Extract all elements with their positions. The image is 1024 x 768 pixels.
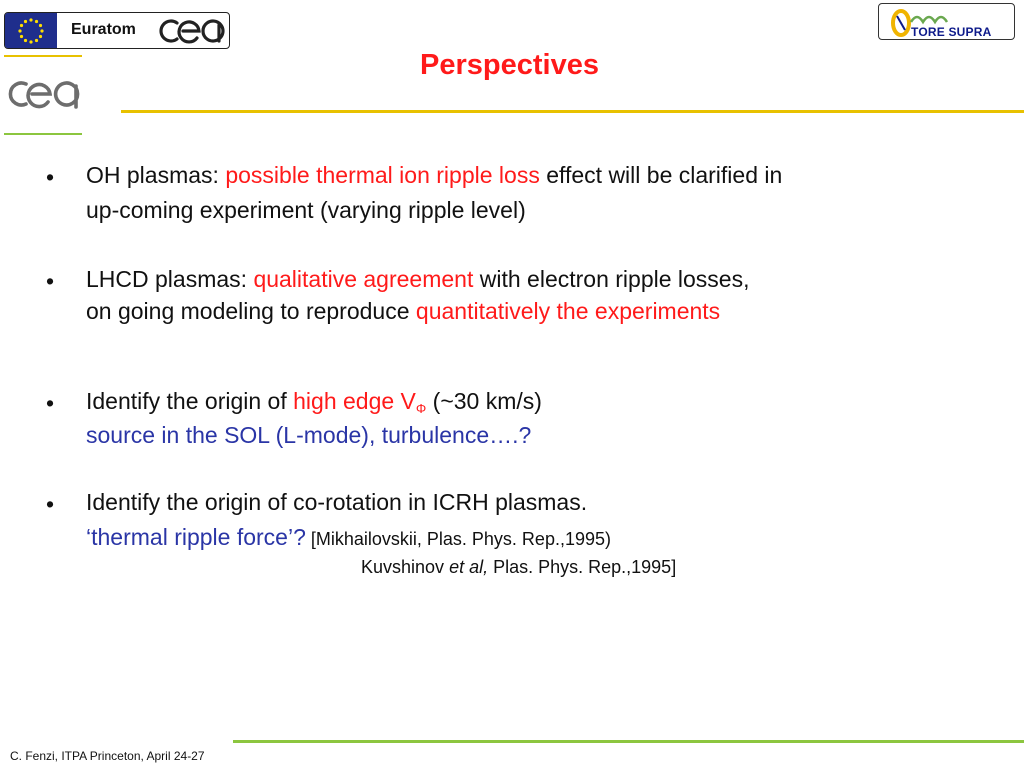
bullet-3-line-2: source in the SOL (L-mode), turbulence….? (86, 422, 532, 448)
cea-top-rule (4, 55, 82, 57)
cea-bottom-rule (4, 133, 82, 135)
footer-rule (233, 740, 1024, 743)
bullet-4-line-2 (86, 526, 611, 549)
tore-supra-logo (878, 3, 1015, 40)
citation-text: [Mikhailovskii, Plas. Phys. Rep.,1995) (305, 529, 611, 549)
bullet-text: on going modeling to reproduce (86, 298, 416, 324)
citation-italic: et al, (449, 557, 489, 577)
bullet-text: Identify the origin of (86, 388, 294, 414)
tore-supra-label: TORE SUPRA (911, 25, 992, 39)
euratom-logo (4, 12, 230, 49)
bullet-symbol: • (46, 390, 55, 416)
highlight-text: ‘thermal ripple force’? (86, 524, 306, 550)
cea-small-logo-icon (157, 17, 227, 49)
euratom-label: Euratom (71, 21, 136, 38)
phi-subscript: Φ (415, 401, 427, 416)
citation-text: Kuvshinov (361, 557, 450, 577)
bullet-symbol: • (46, 268, 55, 294)
bullet-text: (~30 km/s) (426, 388, 542, 414)
highlight-text: qualitative agreement (253, 266, 474, 292)
bullet-4-line-1: Identify the origin of co-rotation in ICRH plasmas. (86, 489, 588, 515)
bullet-2-line-1 (86, 268, 749, 291)
bullet-symbol: • (46, 164, 55, 190)
citation-text: Plas. Phys. Rep.,1995] (488, 557, 677, 577)
bullet-text: with electron ripple losses, (473, 266, 750, 292)
bullet-symbol: • (46, 491, 55, 517)
highlight-text: high edge V (293, 388, 416, 414)
page-title: Perspectives (420, 49, 599, 81)
bullet-text: LHCD plasmas: (86, 266, 254, 292)
bullet-2-line-2 (86, 300, 720, 323)
bullet-4-line-3 (361, 558, 676, 576)
highlight-text: possible thermal ion ripple loss (225, 162, 540, 188)
eu-flag-icon (5, 13, 57, 48)
bullet-3-line-1 (86, 390, 542, 415)
highlight-text: quantitatively the experiments (415, 298, 721, 324)
cea-logo-icon (4, 76, 84, 117)
footer-text: C. Fenzi, ITPA Princeton, April 24-27 (10, 749, 205, 763)
bullet-text: effect will be clarified in (539, 162, 783, 188)
bullet-1-line-1 (86, 164, 782, 187)
title-rule (121, 110, 1024, 113)
bullet-1-line-2: up-coming experiment (varying ripple level) (86, 197, 526, 223)
bullet-text: OH plasmas: (86, 162, 226, 188)
